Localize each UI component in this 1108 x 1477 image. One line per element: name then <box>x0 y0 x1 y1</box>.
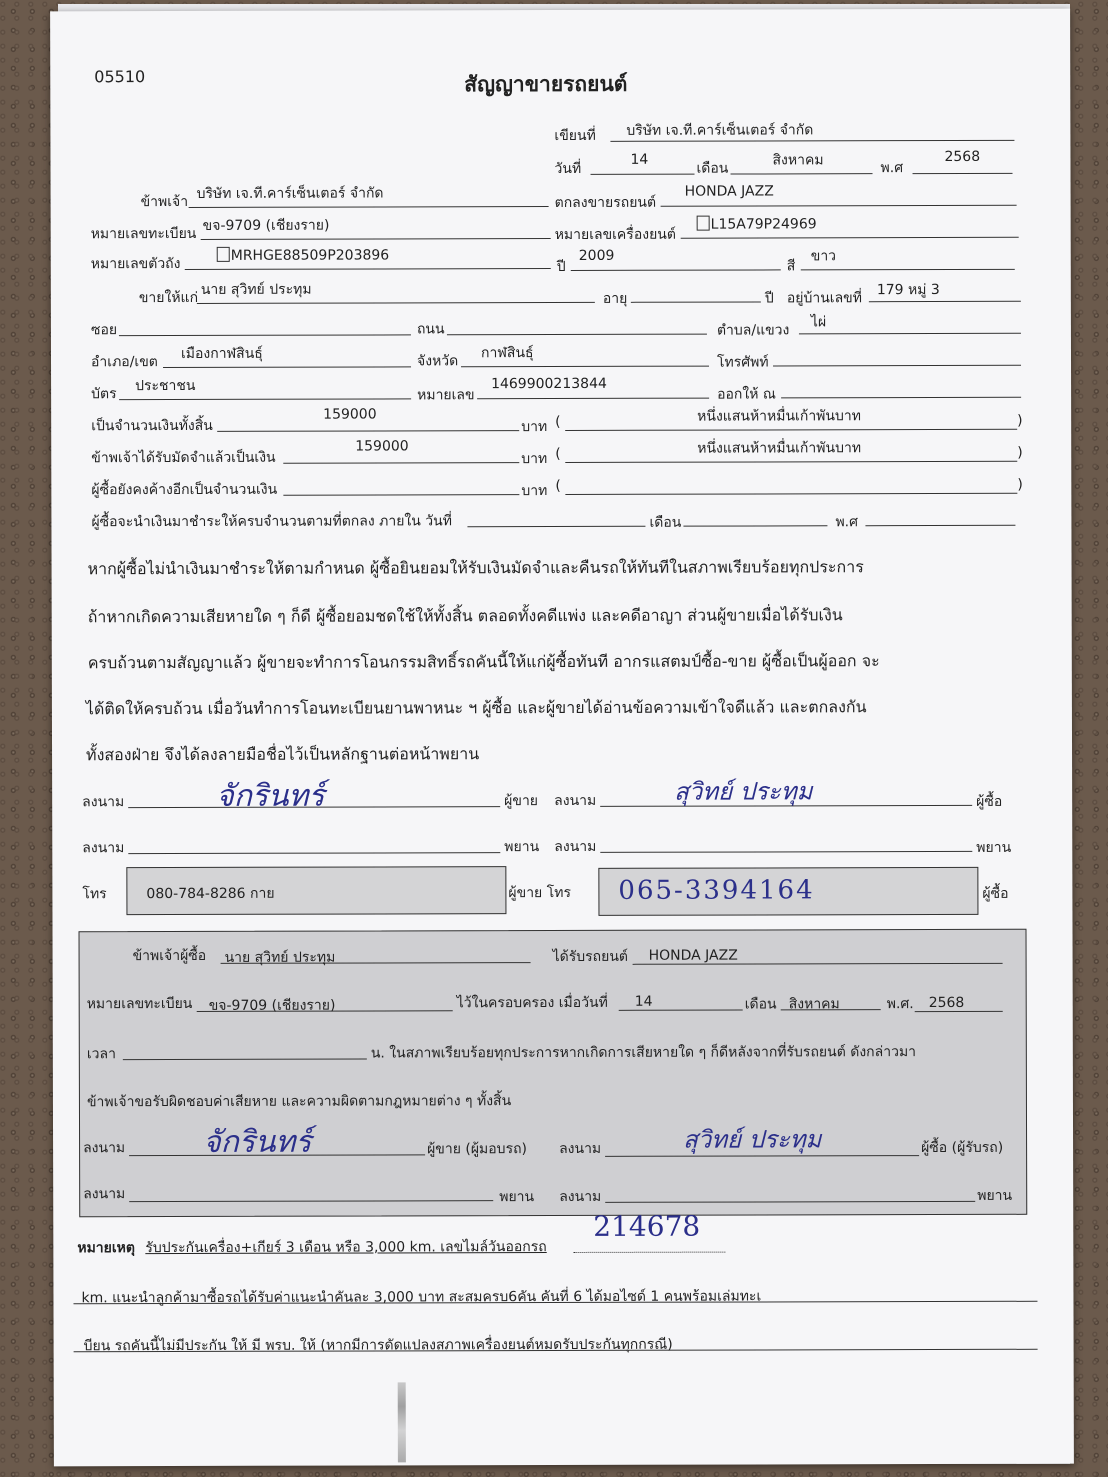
seller-sign-label: ลงนาม <box>82 794 125 811</box>
deposit-open-paren: ( <box>555 446 561 463</box>
age-line <box>631 301 761 302</box>
engine-number: L15A79P24969 <box>710 216 817 233</box>
witness1-sign-label: ลงนาม <box>82 840 125 857</box>
witness2-sign-line <box>600 851 972 853</box>
total-label: เป็นจำนวนเงินทั้งสิ้น <box>91 417 213 435</box>
note-line-1: รับประกันเครื่อง+เกียร์ 3 เดือน หรือ 3,000 km. เลขไมล์วันออกรถ <box>145 1239 547 1257</box>
due-year-label: พ.ศ <box>835 514 859 531</box>
receipt-received-label: ได้รับรถยนต์ <box>552 948 629 966</box>
month-value: สิงหาคม <box>772 152 824 169</box>
receipt-buyer-role: ผู้ซื้อ (ผู้รับรถ) <box>921 1139 1004 1157</box>
year-label: พ.ศ <box>880 160 904 177</box>
total-words: หนึ่งแสนห้าหมื่นเก้าพันบาท <box>697 408 861 425</box>
card-no-label: หมายเลข <box>417 387 475 404</box>
receipt-witness2-role: พยาน <box>977 1187 1013 1204</box>
receipt-witness1-sign-label: ลงนาม <box>83 1186 126 1203</box>
written-at-label: เขียนที่ <box>554 127 596 145</box>
registration-label: หมายเลขทะเบียน <box>90 225 197 243</box>
chassis-checkbox <box>217 247 230 262</box>
mileage-line <box>573 1252 725 1253</box>
day-line <box>591 174 695 175</box>
house-value: 179 หมู่ 3 <box>876 282 940 299</box>
due-label: ผู้ซื้อจะนำเงินมาชำระให้ครบจำนวนตามที่ตกลง ภายใน วันที่ <box>91 513 452 531</box>
receipt-seller-role: ผู้ขาย (ผู้มอบรถ) <box>427 1141 528 1158</box>
issued-line <box>781 397 1021 399</box>
seller-line <box>189 206 549 208</box>
terms-line-5: ทั้งสองฝ่าย จึงได้ลงลายมือชื่อไว้เป็นหลักฐานต่อหน้าพยาน <box>86 744 480 765</box>
buyer-sign-label: ลงนาม <box>554 792 597 810</box>
province-line <box>461 366 709 368</box>
district-label: อำเภอ/เขต <box>90 354 158 371</box>
buyer-role: ผู้ซื้อ <box>976 793 1003 810</box>
buyer-phone-value: 065-3394164 <box>618 875 815 906</box>
witness2-role: พยาน <box>976 839 1012 856</box>
total-baht: บาท <box>521 419 548 436</box>
registration-line <box>201 238 551 240</box>
receipt-month-value: สิงหาคม <box>788 996 840 1013</box>
receipt-reg-label: หมายเลขทะเบียน <box>86 995 193 1013</box>
engine-line <box>681 237 1019 239</box>
due-month-line <box>683 525 827 526</box>
note-label: หมายเหตุ <box>77 1240 135 1257</box>
seller-tel-label: ผู้ขาย โทร <box>508 884 571 902</box>
terms-line-4: ได้ติดให้ครบถ้วน เมื่อวันทำการโอนทะเบียนยานพาหนะ ฯ ผู้ซื้อ และผู้ขายได้อ่านข้อความเข้าใจดีแล้ว และตกลงกัน <box>85 697 867 719</box>
receipt-car-value: HONDA JAZZ <box>648 947 738 964</box>
province-value: กาฬสินธุ์ <box>480 345 534 362</box>
receipt-possession-label: ไว้ในครอบครอง เมื่อวันที่ <box>456 994 608 1012</box>
owed-open-paren: ( <box>555 478 561 495</box>
soi-line <box>119 334 411 336</box>
terms-line-3: ครบถ้วนตามสัญญาแล้ว ผู้ขายจะทำการโอนกรรมสิทธิ์รถคันนี้ให้แก่ผู้ซื้อทันที อากรแสตมป์ซื้อ-ขาย ผู้ซื้อเป็นผู้ออก จะ <box>87 651 880 673</box>
issued-label: ออกให้ ณ <box>717 386 776 403</box>
deposit-close-paren: ) <box>1017 444 1023 461</box>
receipt-buyer-sign-label: ลงนาม <box>559 1140 602 1158</box>
car-year-line <box>571 269 781 271</box>
form-number: 05510 <box>94 67 146 87</box>
engine-label: หมายเลขเครื่องยนต์ <box>554 226 676 244</box>
seller-value: บริษัท เจ.ที.คาร์เซ็นเตอร์ จำกัด <box>196 185 384 202</box>
district-value: เมืองกาฬสินธุ์ <box>180 345 263 362</box>
phone-label: โทรศัพท์ <box>716 354 769 371</box>
buyer-tel-role: ผู้ซื้อ <box>982 885 1009 902</box>
month-label: เดือน <box>696 160 729 177</box>
document-title: สัญญาขายรถยนต์ <box>464 71 628 97</box>
due-day-line <box>467 526 645 527</box>
house-label: อยู่บ้านเลขที่ <box>786 290 862 307</box>
age-label: อายุ <box>602 290 628 307</box>
tel-label: โทร <box>82 886 107 903</box>
receipt-day-value: 14 <box>634 993 653 1010</box>
province-label: จังหวัด <box>416 353 459 370</box>
receipt-buyer-label: ข้าพเจ้าผู้ซื้อ <box>132 947 207 965</box>
receipt-seller-sign-label: ลงนาม <box>83 1140 126 1157</box>
deposit-value: 159000 <box>355 438 409 455</box>
registration-value: ขจ-9709 (เชียงราย) <box>202 217 330 234</box>
agree-sell-label: ตกลงขายรถยนต์ <box>554 194 657 212</box>
receipt-condition-text: น. ในสภาพเรียบร้อยทุกประการหากเกิดการเสียหายใด ๆ ก็ดีหลังจากที่รับรถยนต์ ดังกล่าวมา <box>370 1044 917 1062</box>
note-line-3: บียน รถคันนี้ไม่มีประกัน ให้ มี พรบ. ให้ (หากมีการดัดแปลงสภาพเครื่องยนต์หมดรับประกันทุกกรณี) <box>83 1336 673 1355</box>
seller-role: ผู้ขาย <box>504 793 539 810</box>
receipt-section <box>79 929 1028 1217</box>
district-line <box>163 366 411 368</box>
witness1-sign-line <box>128 852 500 854</box>
seller-label: ข้าพเจ้า <box>140 193 189 211</box>
terms-line-2: ถ้าหากเกิดความเสียหายใด ๆ ก็ดี ผู้ซื้อยอมชดใช้ให้ทั้งสิ้น ตลอดทั้งคดีแพ่ง และคดีอาญา ส่วนผู้ขายเมื่อได้รับเงิน <box>87 605 843 627</box>
note-line-2: km. แนะนำลูกค้ามาซื้อรถได้รับค่าแนะนำคันละ 3,000 บาท สะสมครบ6คัน คันที่ 6 ได้มอไซด์ 1 คนพร้อมเล่มทะเ <box>81 1288 762 1307</box>
car-model-line <box>661 205 1017 207</box>
receipt-time-label: เวลา <box>86 1046 116 1063</box>
year-line <box>913 173 1013 174</box>
car-year-value: 2009 <box>578 247 615 264</box>
buyer-signature: สุวิทย์ ประทุม <box>674 777 813 806</box>
owed-close-paren: ) <box>1017 476 1023 493</box>
subdistrict-value: ไผ่ <box>810 314 827 331</box>
seller-signature: จักรินทร์ <box>216 778 325 814</box>
staple-mark <box>398 1382 406 1462</box>
mileage-value: 214678 <box>593 1209 701 1243</box>
phone-line <box>773 365 1021 367</box>
due-year-line <box>865 525 1015 526</box>
total-value: 159000 <box>323 406 377 423</box>
receipt-year-value: 2568 <box>928 994 965 1012</box>
receipt-reg-value: ขจ-9709 (เชียงราย) <box>208 997 336 1014</box>
deposit-baht: บาท <box>521 451 548 468</box>
owed-baht: บาท <box>521 483 548 500</box>
color-value: ขาว <box>810 248 837 265</box>
owed-label: ผู้ซื้อยังคงค้างอีกเป็นจำนวนเงิน <box>91 481 278 499</box>
written-at-value: บริษัท เจ.ที.คาร์เซ็นเตอร์ จำกัด <box>626 122 814 139</box>
owed-words-line <box>565 493 1017 495</box>
receipt-buyer-signature: สุวิทย์ ประทุม <box>683 1125 822 1154</box>
year-value: 2568 <box>944 148 981 165</box>
receipt-witness2-sign-label: ลงนาม <box>559 1188 602 1206</box>
receipt-liability-text: ข้าพเจ้าขอรับผิดชอบค่าเสียหาย และความผิดตามกฎหมายต่าง ๆ ทั้งสิ้น <box>86 1093 512 1111</box>
deposit-words: หนึ่งแสนห้าหมื่นเก้าพันบาท <box>697 440 862 457</box>
age-unit: ปี <box>764 290 774 307</box>
deposit-words-line <box>565 461 1017 463</box>
buyer-value: นาย สุวิทย์ ประทุม <box>200 281 312 298</box>
car-model-value: HONDA JAZZ <box>684 183 774 200</box>
chassis-label: หมายเลขตัวถัง <box>90 255 181 273</box>
day-value: 14 <box>630 151 649 168</box>
road-label: ถนน <box>416 321 445 338</box>
receipt-witness1-role: พยาน <box>499 1189 535 1206</box>
road-line <box>447 334 707 336</box>
subdistrict-line <box>799 333 1021 335</box>
chassis-line <box>185 268 551 270</box>
card-type-line <box>119 398 411 400</box>
chassis-number: MRHGE88509P203896 <box>230 247 390 264</box>
buyer-line <box>197 302 595 304</box>
due-month-label: เดือน <box>649 514 682 531</box>
receipt-month-label: เดือน <box>744 996 777 1013</box>
date-label: วันที่ <box>554 160 582 178</box>
witness1-role: พยาน <box>504 839 540 856</box>
card-no-line <box>477 398 709 400</box>
engine-value <box>697 215 817 232</box>
color-label: สี <box>786 258 796 275</box>
receipt-year-label: พ.ศ. <box>886 996 914 1013</box>
receipt-buyer-value: นาย สุวิทย์ ประทุม <box>224 949 336 966</box>
car-year-label: ปี <box>556 258 566 276</box>
card-no-value: 1469900213844 <box>491 375 607 393</box>
card-label: บัตร <box>91 386 117 403</box>
seller-phone-value: 080-784-8286 กาย <box>146 885 275 903</box>
terms-line-1: หากผู้ซื้อไม่นำเงินมาชำระให้ตามกำหนด ผู้ซื้อยินยอมให้รับเงินมัดจำและคืนรถให้ทันทีในสภาพเรียบร้อยทุกประการ <box>87 557 864 579</box>
sell-to-label: ขายให้แก่ <box>138 289 199 307</box>
color-line <box>801 269 1015 271</box>
total-words-line <box>565 429 1017 431</box>
owed-line <box>283 494 519 496</box>
witness2-sign-label: ลงนาม <box>554 838 597 856</box>
subdistrict-label: ตำบล/แขวง <box>716 322 790 339</box>
total-open-paren: ( <box>555 414 561 431</box>
receipt-seller-signature: จักรินทร์ <box>203 1124 312 1160</box>
chassis-value <box>217 246 389 263</box>
deposit-line <box>283 462 519 464</box>
month-line <box>731 173 873 174</box>
engine-checkbox <box>697 216 710 231</box>
card-type-value: ประชาชน <box>135 377 196 395</box>
contract-sheet <box>50 9 1074 1467</box>
soi-label: ซอย <box>90 322 118 339</box>
total-line <box>217 430 519 432</box>
total-close-paren: ) <box>1017 412 1023 429</box>
deposit-label: ข้าพเจ้าได้รับมัดจำแล้วเป็นเงิน <box>91 449 276 467</box>
